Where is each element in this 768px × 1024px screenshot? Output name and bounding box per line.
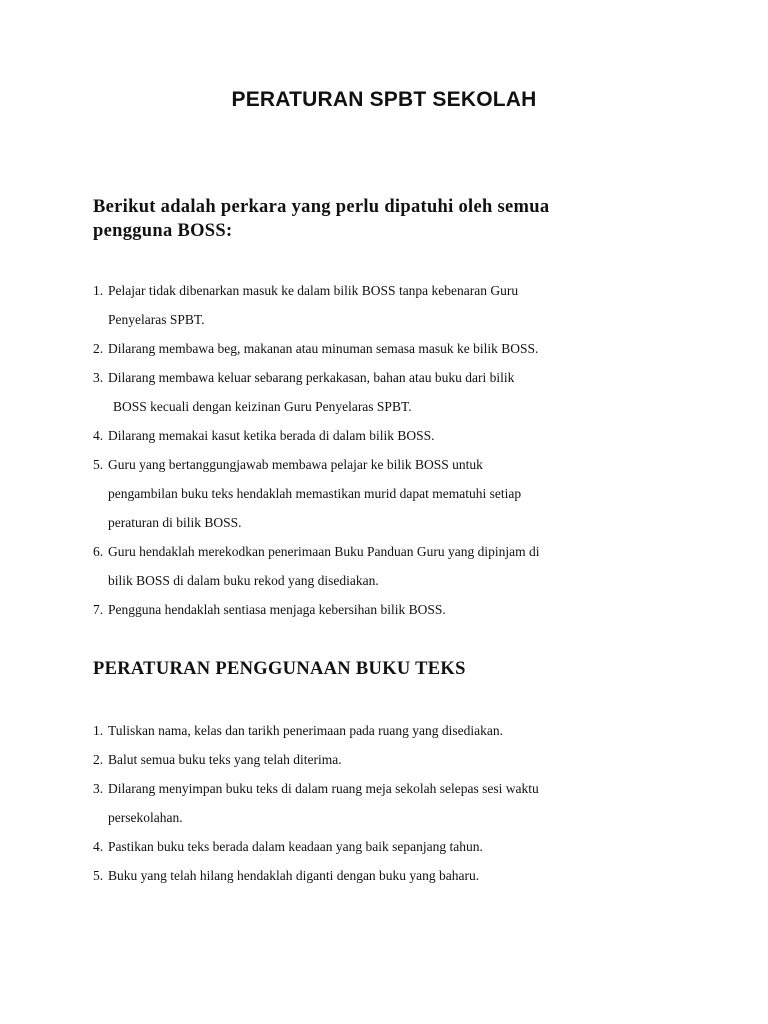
- list-item-text: persekolahan.: [108, 810, 183, 825]
- list-item: [93, 450, 633, 537]
- list-item-number: 4.: [93, 839, 104, 854]
- list-item-text: peraturan di bilik BOSS.: [108, 515, 242, 530]
- list-item-text: BOSS kecuali dengan keizinan Guru Penyelaras SPBT.: [113, 399, 412, 414]
- list-item-text: Tuliskan nama, kelas dan tarikh penerimaan pada ruang yang disediakan.: [108, 723, 504, 738]
- list-item: [93, 334, 633, 363]
- list-item-number: 7.: [93, 602, 104, 617]
- list-item: [93, 745, 633, 774]
- list-item-text: Guru yang bertanggungjawab membawa pelajar ke bilik BOSS untuk: [108, 457, 483, 472]
- list-item-number: 2.: [93, 752, 104, 767]
- intro-heading: [93, 195, 653, 243]
- textbook-rules-list: [93, 716, 633, 890]
- list-item: [93, 421, 633, 450]
- list-item: [93, 774, 633, 832]
- list-item-text: Buku yang telah hilang hendaklah diganti dengan buku yang baharu.: [108, 868, 480, 883]
- list-item-number: 6.: [93, 544, 104, 559]
- list-item-number: 2.: [93, 341, 104, 356]
- list-item-text: Dilarang menyimpan buku teks di dalam ruang meja sekolah selepas sesi waktu: [108, 781, 539, 796]
- page-title: PERATURAN SPBT SEKOLAH: [231, 88, 537, 111]
- list-item: [93, 595, 633, 624]
- intro-heading-line-2: pengguna BOSS:: [93, 221, 233, 241]
- list-item-number: 5.: [93, 868, 104, 883]
- list-item: [93, 363, 633, 421]
- list-item-text: Dilarang memakai kasut ketika berada di dalam bilik BOSS.: [108, 428, 435, 443]
- list-item-text: bilik BOSS di dalam buku rekod yang disediakan.: [108, 573, 379, 588]
- list-item-number: 3.: [93, 370, 104, 385]
- section-heading: PERATURAN PENGGUNAAN BUKU TEKS: [93, 659, 466, 679]
- list-item-text: Balut semua buku teks yang telah diterima.: [108, 752, 342, 767]
- list-item: [93, 716, 633, 745]
- list-item-text: Pengguna hendaklah sentiasa menjaga kebersihan bilik BOSS.: [108, 602, 446, 617]
- list-item-text: Dilarang membawa beg, makanan atau minuman semasa masuk ke bilik BOSS.: [108, 341, 539, 356]
- list-item-text: Penyelaras SPBT.: [108, 312, 205, 327]
- list-item-text: Pelajar tidak dibenarkan masuk ke dalam bilik BOSS tanpa kebenaran Guru: [108, 283, 519, 298]
- list-item: [93, 861, 633, 890]
- list-item-text: Dilarang membawa keluar sebarang perkakasan, bahan atau buku dari bilik: [108, 370, 515, 385]
- list-item: [93, 276, 633, 334]
- intro-heading-line-1: Berikut adalah perkara yang perlu dipatuhi oleh semua: [93, 197, 550, 217]
- list-item-number: 5.: [93, 457, 104, 472]
- boss-rules-list: [93, 276, 633, 624]
- list-item-number: 1.: [93, 723, 104, 738]
- list-item-text: pengambilan buku teks hendaklah memastikan murid dapat mematuhi setiap: [108, 486, 522, 501]
- list-item-text: Pastikan buku teks berada dalam keadaan yang baik sepanjang tahun.: [108, 839, 483, 854]
- list-item-number: 1.: [93, 283, 104, 298]
- list-item-number: 3.: [93, 781, 104, 796]
- list-item: [93, 537, 633, 595]
- list-item: [93, 832, 633, 861]
- list-item-text: Guru hendaklah merekodkan penerimaan Buku Panduan Guru yang dipinjam di: [108, 544, 540, 559]
- list-item-number: 4.: [93, 428, 104, 443]
